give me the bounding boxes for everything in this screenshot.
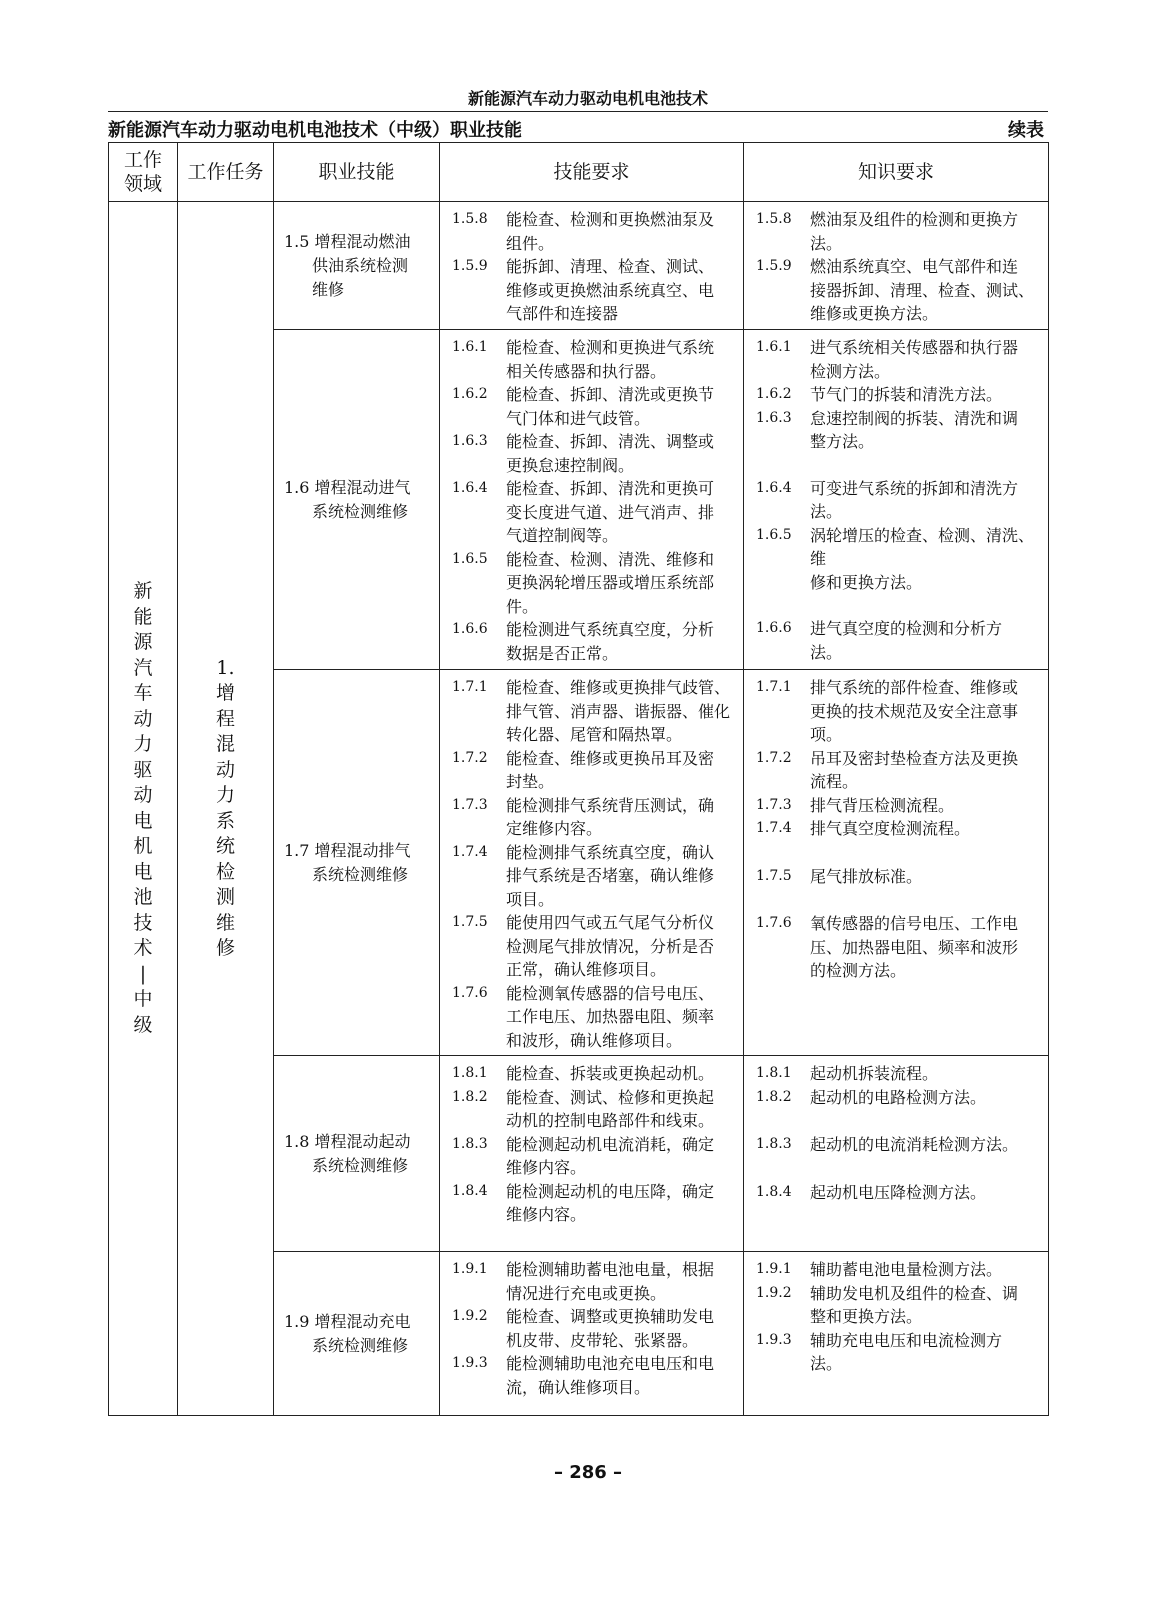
knowledge-requirement-item-line: 进气系统相关传感器和执行器 (810, 338, 1019, 357)
knowledge-requirement-item-line: 涡轮增压的检查、检测、清洗、维 (810, 525, 1035, 568)
skill-requirement-item-line: 维修内容。 (506, 1158, 587, 1177)
knowledge-requirement-item-number: 1.9.3 (756, 1331, 792, 1348)
skill-requirement-item (452, 982, 739, 1053)
knowledge-requirement-item-text (810, 747, 1044, 794)
knowledge-requirement-item-line: 整和更换方法。 (810, 1307, 923, 1326)
work-task-char: 1. (216, 656, 235, 679)
work-domain-char: 动 (133, 707, 153, 730)
skill-requirement-item-line: 能检查、拆卸、清洗、调整或 (506, 432, 715, 451)
skill-requirement-item (452, 430, 739, 477)
skill-requirement-item-line: 件。 (506, 596, 539, 616)
knowledge-requirement-item-text (810, 1258, 1044, 1282)
skill-requirement-item (452, 1305, 739, 1352)
knowledge-requirement-item-line: 可变进气系统的拆卸和清洗方 (810, 478, 1019, 498)
skill-requirement-item-text (506, 208, 739, 255)
skill-requirement-item-text (506, 548, 739, 619)
knowledge-requirement-item-text (810, 1133, 1044, 1157)
skill-line: 1.6 增程混动进气 (284, 477, 411, 497)
knowledge-requirement-item-line: 接器拆卸、清理、检查、测试、 (810, 280, 1035, 300)
knowledge-requirement-item-number: 1.6.6 (756, 620, 792, 636)
skill-line: 维修 (312, 279, 345, 299)
knowledge-requirement-item-line: 排气真空度检测流程。 (810, 819, 971, 838)
skill-requirement-item-line: 情况进行充电或更换。 (506, 1283, 667, 1303)
skill-requirement-item (452, 618, 739, 665)
knowledge-requirement-item-text (810, 524, 1044, 595)
skill-requirement-item-number: 1.8.2 (452, 1088, 488, 1105)
skill-line: 系统检测维修 (312, 1155, 409, 1175)
skill-requirement-item-text (506, 430, 739, 477)
running-head: 新能源汽车动力驱动电机电池技术 (467, 89, 708, 108)
header-domain-line1: 工作 (123, 149, 162, 171)
knowledge-requirement-item-line: 修和更换方法。 (810, 572, 923, 592)
skill-requirement-item-line: 能检查、检测和更换进气系统 (506, 338, 715, 357)
skill-requirement-item-line: 排气系统是否堵塞，确认维修 (506, 866, 715, 885)
skill-requirement-item-text (506, 982, 739, 1053)
skill-requirement-item-line: 能检测排气系统背压测试，确 (506, 795, 715, 815)
skill-requirement-item-line: 气道控制阀等。 (506, 526, 619, 545)
skill-line: 1.8 增程混动起动 (284, 1131, 411, 1151)
skill-requirement-item-number: 1.8.3 (452, 1135, 488, 1152)
knowledge-requirement-item-number: 1.7.4 (756, 820, 792, 836)
knowledge-requirement-item (756, 477, 1044, 524)
skill-requirement-item-text (506, 676, 739, 747)
skill-requirement-item (452, 477, 739, 548)
skill-requirement-item-text (506, 1305, 739, 1352)
knowledge-requirement-item-text (810, 676, 1044, 747)
knowledge-requirement-item-line: 检测方法。 (810, 361, 891, 381)
continued-label: 续表 (1008, 120, 1044, 141)
skill-requirement-item-text (506, 1180, 739, 1227)
skill-requirement-item-line: 排气管、消声器、谐振器、催化 (506, 701, 731, 721)
knowledge-requirement-item-text (810, 1062, 1044, 1086)
knowledge-requirement-item-line: 尾气排放标准。 (810, 866, 923, 886)
knowledge-requirement-item-number: 1.8.3 (756, 1136, 792, 1152)
skill-requirement-item-number: 1.8.1 (452, 1065, 488, 1081)
knowledge-requirement-item-text (810, 1086, 1044, 1110)
knowledge-requirement-item-number: 1.8.1 (756, 1065, 792, 1081)
skill-requirement-item-line: 能检查、维修或更换吊耳及密 (506, 748, 715, 768)
knowledge-requirement-item-text (810, 817, 1044, 841)
skill-requirement-item (452, 208, 739, 255)
skill-requirement-item-number: 1.5.8 (452, 211, 488, 227)
knowledge-requirement-item-line: 压、加热器电阻、频率和波形 (810, 937, 1019, 957)
skill-requirement-item-line: 更换涡轮增压器或增压系统部 (506, 573, 715, 592)
work-task-char: 修 (215, 937, 235, 959)
knowledge-requirement-item (756, 1329, 1044, 1376)
skill-requirement-item-text (506, 255, 739, 326)
skill-requirement-item (452, 1062, 739, 1086)
work-task-char: 统 (215, 835, 235, 857)
skill-requirement-item-number: 1.9.3 (452, 1355, 488, 1371)
skill-line: 1.9 增程混动充电 (284, 1311, 411, 1331)
knowledge-requirement-item-text (810, 407, 1044, 454)
knowledge-requirement-item-number: 1.7.6 (756, 915, 792, 931)
knowledge-requirement-item-line: 法。 (810, 233, 843, 253)
knowledge-requirement-item-text (810, 865, 1044, 889)
work-domain-char: 电 (133, 809, 153, 832)
skill-requirement-item-line: 维修内容。 (506, 1205, 587, 1224)
knowledge-requirement-item-line: 法。 (810, 642, 843, 662)
knowledge-requirement-item (756, 383, 1044, 407)
knowledge-requirement-item-number: 1.8.2 (756, 1088, 792, 1105)
knowledge-requirement-item-text (810, 617, 1044, 664)
skill-requirement-item-number: 1.7.6 (452, 984, 488, 1001)
skill-line: 系统检测维修 (312, 864, 409, 884)
knowledge-requirement-item-line: 项。 (810, 725, 843, 744)
skill-requirement-item-number: 1.9.1 (452, 1261, 488, 1277)
skill-requirement-item-number: 1.6.6 (452, 621, 488, 637)
knowledge-requirement-item (756, 1086, 1044, 1110)
work-domain-char: 技 (133, 911, 153, 934)
knowledge-requirement-item (756, 747, 1044, 794)
knowledge-requirement-item-text (810, 1282, 1044, 1329)
knowledge-requirements-cell (744, 1056, 1049, 1252)
knowledge-requirement-item-number: 1.7.1 (756, 679, 792, 695)
skill-requirement-item-line: 能检查、拆装或更换起动机。 (506, 1064, 715, 1083)
knowledge-requirement-item-number: 1.5.9 (756, 258, 792, 274)
work-task-char: 系 (215, 809, 235, 832)
work-task-char: 力 (215, 784, 235, 806)
skill-cell (274, 330, 440, 670)
skill-requirement-item (452, 841, 739, 912)
work-domain-char: 驱 (133, 758, 153, 781)
work-domain-char: 车 (133, 682, 153, 704)
knowledge-requirement-item-line: 法。 (810, 1354, 843, 1373)
skill-cell (274, 1252, 440, 1416)
skill-requirement-item-line: 能检测起动机的电压降，确定 (506, 1181, 715, 1201)
knowledge-requirements-cell (744, 1252, 1049, 1416)
skill-line: 1.5 增程混动燃油 (284, 231, 411, 251)
skill-requirement-item-line: 气门体和进气歧管。 (506, 408, 651, 428)
header-skill-requirements: 技能要求 (440, 143, 744, 202)
knowledge-requirement-item-number: 1.6.1 (756, 339, 792, 355)
skill-requirement-item-line: 能检测进气系统真空度，分析 (506, 620, 715, 639)
knowledge-requirement-item-line: 更换的技术规范及安全注意事 (810, 701, 1019, 721)
skill-requirement-item-text (506, 1133, 739, 1180)
skill-requirement-item-line: 能检测起动机电流消耗，确定 (506, 1134, 715, 1154)
skill-requirement-item-number: 1.7.4 (452, 843, 488, 860)
skill-requirements-cell (440, 670, 744, 1056)
knowledge-requirement-item-line: 怠速控制阀的拆装、清洗和调 (810, 408, 1019, 428)
skill-requirement-item-text (506, 477, 739, 548)
knowledge-requirement-item-text (810, 208, 1044, 255)
knowledge-requirement-item-number: 1.6.5 (756, 526, 792, 543)
skill-cell (274, 202, 440, 330)
knowledge-requirement-item-number: 1.7.2 (756, 749, 792, 766)
knowledge-requirement-item (756, 524, 1044, 595)
work-domain-char: 中 (133, 988, 153, 1010)
knowledge-requirements-cell (744, 330, 1049, 670)
knowledge-requirement-item (756, 1181, 1044, 1205)
header-rule (108, 111, 1048, 112)
skill-requirement-item-line: 和波形，确认维修项目。 (506, 1030, 683, 1050)
skill-requirement-item-line: 变长度进气道、进气消声、排 (506, 502, 715, 522)
knowledge-requirement-item-text (810, 477, 1044, 524)
knowledge-requirement-item-text (810, 1329, 1044, 1376)
knowledge-requirement-item (756, 865, 1044, 889)
skill-requirement-item-number: 1.7.2 (452, 749, 488, 766)
knowledge-requirement-item-line: 法。 (810, 502, 843, 521)
skill-requirement-item-line: 项目。 (506, 889, 555, 909)
skill-requirement-item-text (506, 1258, 739, 1305)
knowledge-requirement-item-text (810, 383, 1044, 407)
table-title: 新能源汽车动力驱动电机电池技术（中级）职业技能 (108, 120, 522, 141)
skill-requirement-item-line: 正常，确认维修项目。 (506, 960, 667, 979)
header-task: 工作任务 (178, 143, 274, 202)
knowledge-requirement-item (756, 255, 1044, 326)
knowledge-requirement-item-line: 起动机电压降检测方法。 (810, 1182, 987, 1202)
work-domain-char: 级 (133, 1013, 153, 1036)
knowledge-requirements-cell (744, 202, 1049, 330)
skill-requirements-cell (440, 1056, 744, 1252)
skill-requirement-item-text (506, 747, 739, 794)
skill-requirement-item-line: 能使用四气或五气尾气分析仪 (506, 913, 715, 932)
page-number: – 286 – (553, 1462, 623, 1483)
skill-requirement-item-number: 1.6.3 (452, 433, 488, 449)
work-domain-char: 电 (133, 860, 153, 883)
knowledge-requirement-item (756, 1133, 1044, 1157)
skill-requirement-item-line: 能检查、维修或更换排气歧管、 (506, 678, 731, 697)
work-domain-char: 机 (133, 835, 153, 857)
skill-requirement-item (452, 1133, 739, 1180)
skill-requirement-item-line: 更换怠速控制阀。 (506, 455, 635, 475)
knowledge-requirement-item-text (810, 1181, 1044, 1205)
knowledge-requirement-item (756, 1062, 1044, 1086)
skill-requirement-item-line: 能检测氧传感器的信号电压、 (506, 983, 715, 1003)
skill-requirement-item-line: 能检测排气系统真空度，确认 (506, 842, 715, 862)
skill-requirement-item-line: 转化器、尾管和隔热罩。 (506, 725, 683, 744)
skill-line: 系统检测维修 (312, 1335, 409, 1355)
skill-requirement-item-line: 能检测辅助蓄电池电量，根据 (506, 1260, 715, 1279)
skill-requirement-item-number: 1.8.4 (452, 1182, 488, 1199)
skill-requirement-item-number: 1.7.5 (452, 914, 488, 930)
skill-requirement-item-text (506, 618, 739, 665)
skill-requirement-item (452, 383, 739, 430)
skill-requirement-item-line: 能检查、拆卸、清洗或更换节 (506, 385, 715, 404)
knowledge-requirement-item (756, 1282, 1044, 1329)
work-domain-char: 能 (133, 605, 153, 628)
skill-requirement-item-text (506, 1062, 739, 1086)
knowledge-requirements-cell (744, 670, 1049, 1056)
knowledge-requirement-item (756, 912, 1044, 983)
skill-requirement-item-line: 能检查、检测和更换燃油泵及 (506, 210, 715, 229)
skill-requirement-item-number: 1.6.4 (452, 480, 488, 496)
work-domain-char: 力 (133, 733, 153, 755)
knowledge-requirement-item (756, 1258, 1044, 1282)
work-task-cell (178, 202, 274, 1416)
work-domain-char: 源 (133, 631, 153, 653)
knowledge-requirement-item-text (810, 912, 1044, 983)
knowledge-requirement-item-number: 1.5.8 (756, 211, 792, 227)
knowledge-requirement-item-number: 1.8.4 (756, 1183, 792, 1200)
header-knowledge-requirements: 知识要求 (744, 143, 1049, 202)
skill-requirements-cell (440, 330, 744, 670)
skill-requirement-item (452, 1258, 739, 1305)
knowledge-requirement-item-number: 1.6.4 (756, 479, 792, 496)
skill-requirement-item-text (506, 336, 739, 383)
knowledge-requirement-item-line: 辅助蓄电池电量检测方法。 (810, 1260, 1003, 1279)
skills-table (108, 142, 1049, 1416)
work-domain-char: 术 (133, 937, 153, 959)
knowledge-requirement-item-line: 进气真空度的检测和分析方 (810, 619, 1003, 638)
skill-requirement-item-line: 封垫。 (506, 772, 555, 791)
knowledge-requirement-item-line: 起动机的电流消耗检测方法。 (810, 1135, 1019, 1154)
skill-requirement-item (452, 676, 739, 747)
knowledge-requirement-item-line: 吊耳及密封垫检查方法及更换 (810, 748, 1019, 768)
work-task-char: 动 (215, 758, 235, 781)
header-skill: 职业技能 (274, 143, 440, 202)
knowledge-requirement-item (756, 336, 1044, 383)
knowledge-requirement-item-text (810, 336, 1044, 383)
skill-requirement-item-line: 工作电压、加热器电阻、频率 (506, 1007, 715, 1026)
skill-requirement-item-line: 流，确认维修项目。 (506, 1377, 651, 1397)
knowledge-requirement-item-number: 1.7.5 (756, 867, 792, 884)
knowledge-requirement-item-line: 维修或更换方法。 (810, 304, 939, 323)
knowledge-requirement-item-line: 的检测方法。 (810, 961, 907, 980)
work-task-char: 增 (215, 682, 235, 704)
knowledge-requirement-item-line: 排气背压检测流程。 (810, 795, 955, 815)
skill-requirement-item-number: 1.6.5 (452, 550, 488, 567)
knowledge-requirement-item-number: 1.6.2 (756, 386, 792, 402)
skill-cell (274, 670, 440, 1056)
knowledge-requirement-item-line: 起动机的电路检测方法。 (810, 1087, 987, 1107)
knowledge-requirement-item-line: 氧传感器的信号电压、工作电 (810, 914, 1019, 933)
header-domain-line2: 领域 (123, 173, 162, 195)
skill-requirement-item-line: 维修或更换燃油系统真空、电 (506, 280, 715, 300)
skill-requirement-item-text (506, 1086, 739, 1133)
skill-requirement-item-line: 气部件和连接器 (506, 304, 619, 323)
skill-requirement-item-text (506, 841, 739, 912)
skill-requirement-item-line: 检测尾气排放情况，分析是否 (506, 936, 715, 956)
table-header-row (109, 143, 1049, 202)
skill-requirements-cell (440, 1252, 744, 1416)
knowledge-requirement-item (756, 817, 1044, 841)
skill-requirement-item-text (506, 1352, 739, 1399)
work-task-char: 混 (215, 733, 235, 755)
knowledge-requirement-item-text (810, 794, 1044, 818)
skill-requirement-item-line: 数据是否正常。 (506, 643, 619, 663)
knowledge-requirement-item-line: 排气系统的部件检查、维修或 (810, 678, 1019, 697)
work-task-char: 检 (215, 860, 235, 883)
knowledge-requirement-item (756, 407, 1044, 454)
knowledge-requirement-item-line: 燃油泵及组件的检测和更换方 (810, 210, 1019, 229)
knowledge-requirement-item-number: 1.6.3 (756, 409, 792, 426)
work-domain-cell (109, 202, 178, 1416)
knowledge-requirement-item-number: 1.9.1 (756, 1261, 792, 1277)
skill-requirement-item-number: 1.9.2 (452, 1308, 488, 1324)
work-task-char: 测 (215, 886, 235, 908)
work-domain-char: 动 (133, 784, 153, 806)
skill-requirement-item-number: 1.6.1 (452, 339, 488, 355)
skill-requirement-item (452, 548, 739, 619)
skill-requirement-item-line: 定维修内容。 (506, 819, 603, 838)
skill-requirement-item (452, 747, 739, 794)
skill-requirement-item-line: 动机的控制电路部件和线束。 (506, 1111, 715, 1130)
skill-cell (274, 1056, 440, 1252)
skill-requirement-item-line: 相关传感器和执行器。 (506, 361, 667, 381)
work-domain-char: 池 (133, 886, 153, 908)
skill-requirement-item-line: 能检查、测试、检修和更换起 (506, 1087, 715, 1107)
skill-requirement-item-line: 能检查、拆卸、清洗和更换可 (506, 479, 715, 498)
knowledge-requirement-item-line: 流程。 (810, 772, 859, 791)
skill-requirement-item-text (506, 383, 739, 430)
knowledge-requirement-item-line: 节气门的拆装和清洗方法。 (810, 385, 1003, 404)
work-task-char: 维 (215, 911, 235, 934)
knowledge-requirement-item (756, 676, 1044, 747)
skill-requirement-item-line: 能检测辅助电池充电电压和电 (506, 1354, 715, 1373)
skill-requirement-item (452, 336, 739, 383)
skill-requirement-item-number: 1.6.2 (452, 386, 488, 402)
work-domain-char: | (139, 962, 147, 985)
knowledge-requirement-item (756, 794, 1044, 818)
skill-requirements-cell (440, 202, 744, 330)
skill-requirement-item (452, 1180, 739, 1227)
knowledge-requirement-item-number: 1.9.2 (756, 1284, 792, 1301)
table-title-bar (108, 116, 1048, 142)
skill-requirement-item (452, 911, 739, 982)
skill-requirement-item (452, 255, 739, 326)
skill-line: 系统检测维修 (312, 501, 409, 521)
skill-line: 1.7 增程混动排气 (284, 840, 411, 860)
knowledge-requirement-item-line: 起动机拆装流程。 (810, 1064, 939, 1083)
knowledge-requirement-item-text (810, 255, 1044, 326)
table-row (109, 202, 1049, 330)
knowledge-requirement-item-line: 燃油系统真空、电气部件和连 (810, 257, 1019, 276)
skill-requirement-item-text (506, 911, 739, 982)
skill-requirement-item-line: 能拆卸、清理、检查、测试、 (506, 257, 715, 276)
knowledge-requirement-item (756, 208, 1044, 255)
knowledge-requirement-item-line: 辅助充电电压和电流检测方 (810, 1330, 1003, 1350)
skill-requirement-item-line: 能检查、检测、清洗、维修和 (506, 549, 715, 569)
skill-requirement-item-text (506, 794, 739, 841)
knowledge-requirement-item-line: 整方法。 (810, 432, 875, 451)
skill-requirement-item-line: 能检查、调整或更换辅助发电 (506, 1307, 715, 1326)
knowledge-requirement-item-line: 辅助发电机及组件的检查、调 (810, 1283, 1019, 1303)
header-domain (109, 143, 178, 202)
skill-requirement-item (452, 1086, 739, 1133)
skill-requirement-item-number: 1.5.9 (452, 258, 488, 274)
skill-requirement-item-line: 机皮带、皮带轮、张紧器。 (506, 1330, 699, 1350)
work-task-char: 程 (215, 707, 235, 730)
skill-line: 供油系统检测 (312, 255, 409, 275)
skill-requirement-item (452, 794, 739, 841)
skill-requirement-item-number: 1.7.3 (452, 796, 488, 813)
knowledge-requirement-item (756, 617, 1044, 664)
work-domain-char: 新 (133, 580, 153, 602)
work-domain-char: 汽 (133, 656, 153, 679)
skill-requirement-item (452, 1352, 739, 1399)
knowledge-requirement-item-number: 1.7.3 (756, 796, 792, 813)
skill-requirement-item-line: 组件。 (506, 233, 555, 253)
skill-requirement-item-number: 1.7.1 (452, 679, 488, 695)
